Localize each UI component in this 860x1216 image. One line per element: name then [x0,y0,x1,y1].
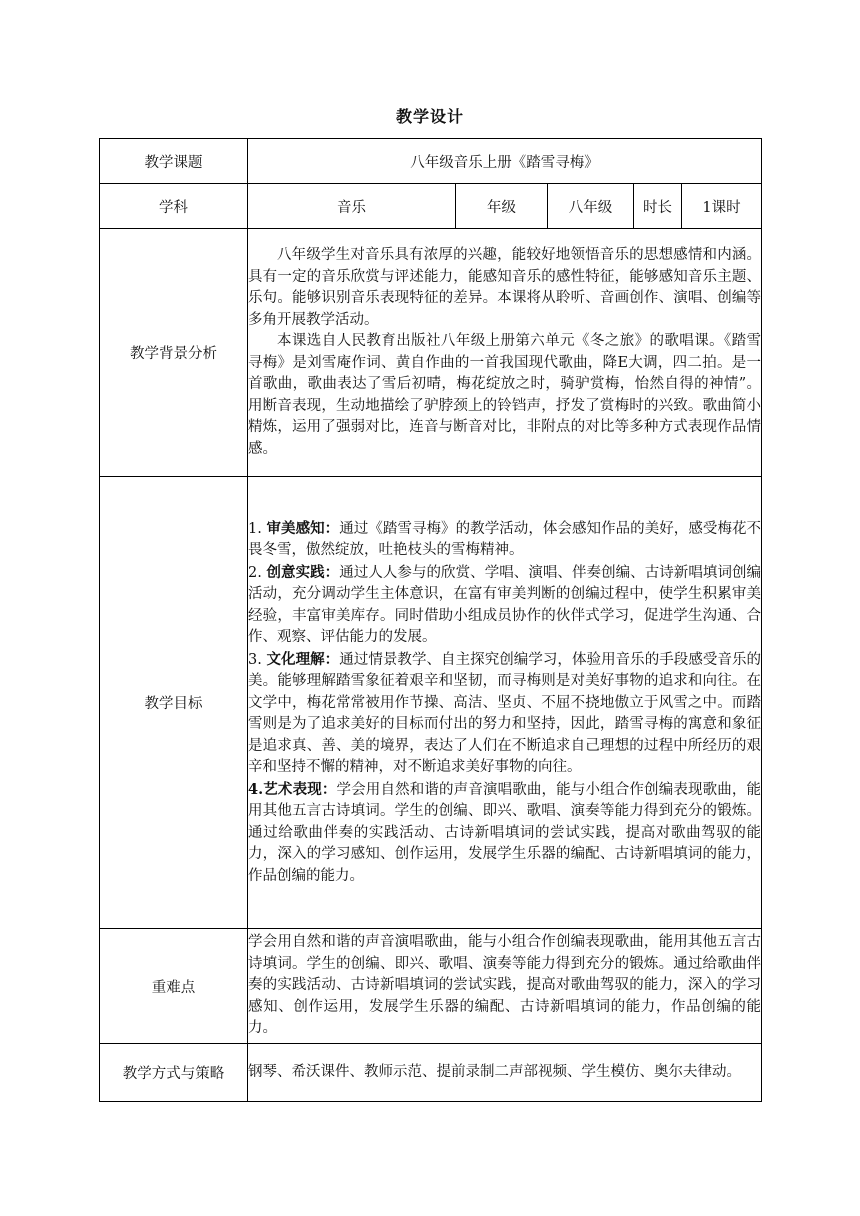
topic-value: 八年级音乐上册《踏雪寻梅》 [248,139,762,184]
goals-content [248,477,762,929]
methods-content: 钢琴、希沃课件、教师示范、提前录制二声部视频、学生模仿、奥尔夫律动。 [248,1044,762,1102]
subject-value: 音乐 [248,184,456,229]
row-difficulty [100,929,762,1044]
goal-heading: 审美感知： [266,519,340,537]
lesson-design-table [99,138,762,1102]
goal-item: 1. 审美感知：通过《踏雪寻梅》的教学活动，体会感知作品的美好，感受梅花不畏冬雪，傲然绽放，吐艳枝头的雪梅精神。 [248,519,762,559]
background-paragraph-1: 八年级学生对音乐具有浓厚的兴趣，能较好地领悟音乐的思想感情和内涵。具有一定的音乐欣赏与评述能力，能感知音乐的感性特征，能够感知音乐主题、乐句。能够识别音乐表现特征的差异。本课将从聆听、音画创作、演唱、创编等多角开展教学活动。 [248,247,762,328]
difficulty-label: 重难点 [100,929,248,1044]
goal-heading: 艺术表现： [263,780,337,798]
difficulty-content: 学会用自然和谐的声音演唱歌曲，能与小组合作创编表现歌曲，能用其他五言古诗填词。学生的创编、即兴、歌唱、演奏等能力得到充分的锻炼。通过给歌曲伴奏的实践活动、古诗新唱填词的尝试实践，提高对歌曲驾驭的能力，深入的学习感知、创作运用，发展学生乐器的编配、古诗新唱填词的能力，作品创编的能力。 [248,929,762,1044]
goal-item: 3. 文化理解：通过情景教学、自主探究创编学习，体验用音乐的手段感受音乐的美。能够理解踏雪象征着艰辛和坚韧，而寻梅则是对美好事物的追求和向往。在文学中，梅花常常被用作节操、高洁、坚贞、不屈不挠地傲立于风雪之中。而踏雪则是为了追求美好的目标而付出的努力和坚持，因此，踏雪寻梅的寓意和象征是追求真、善、美的境界，表达了人们在不断追求自己理想的过程中所经历的艰辛和坚持不懈的精神，对不断追求美好事物的向往。 [248,650,762,776]
goal-item: 4.艺术表现：学会用自然和谐的声音演唱歌曲，能与小组合作创编表现歌曲，能用其他五言古诗填词。学生的创编、即兴、歌唱、演奏等能力得到充分的锻炼。通过给歌曲伴奏的实践活动、古诗新唱填词的尝试实践，提高对歌曲驾驭的能力，深入的学习感知、创作运用，发展学生乐器的编配、古诗新唱填词的能力，作品创编的能力。 [248,780,762,884]
row-background [100,229,762,477]
grade-value: 八年级 [548,184,634,229]
methods-label: 教学方式与策略 [100,1044,248,1102]
document-title: 教学设计 [395,107,464,126]
goal-heading: 文化理解： [266,650,340,668]
duration-value: 1课时 [682,184,762,229]
row-info [100,184,762,229]
grade-label: 年级 [456,184,548,229]
background-content [248,229,762,477]
row-methods [100,1044,762,1102]
topic-label: 教学课题 [100,139,248,184]
row-goals [100,477,762,929]
row-topic [100,139,762,184]
background-label: 教学背景分析 [100,229,248,477]
subject-label: 学科 [100,184,248,229]
goal-heading: 创意实践： [266,563,340,581]
duration-label: 时长 [634,184,682,229]
goals-label: 教学目标 [100,477,248,929]
goal-item: 2. 创意实践：通过人人参与的欣赏、学唱、演唱、伴奏创编、古诗新唱填词创编活动，充分调动学生主体意识，在富有审美判断的创编过程中，使学生积累审美经验，丰富审美库存。同时借助小组成员协作的伙伴式学习，促进学生沟通、合作、观察、评估能力的发展。 [248,563,762,646]
background-paragraph-2: 本课选自人民教育出版社八年级上册第六单元《冬之旅》的歌唱课。《踏雪寻梅》是刘雪庵作词、黄自作曲的一首我国现代歌曲，降E大调，四二拍。是一首歌曲，歌曲表达了雪后初晴，梅花绽放之时，骑驴赏梅，怡然自得的神情”。用断音表现，生动地描绘了驴脖颈上的铃铛声，抒发了赏梅时的兴致。歌曲简小精炼，运用了强弱对比，连音与断音对比，非附点的对比等多种方式表现作品情感。 [248,333,762,457]
